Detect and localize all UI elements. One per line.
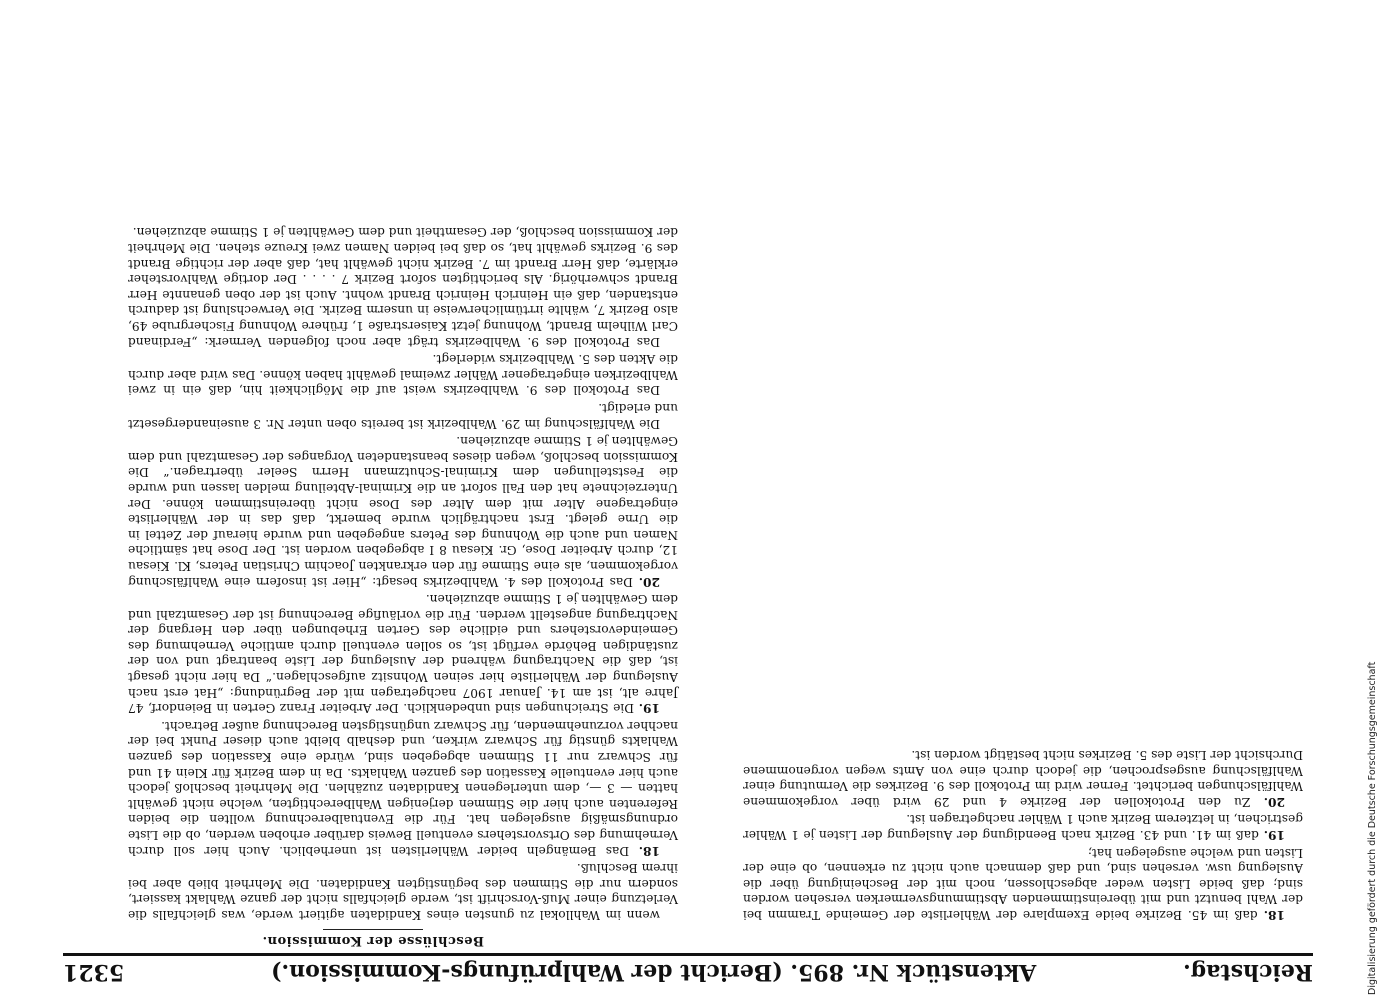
paragraph-number: 18. xyxy=(629,843,660,858)
page-number: 5321 xyxy=(63,959,125,985)
footer-text: Digitalisierung gefördert durch die Deutsche Forschungsgemeinschaft xyxy=(1367,661,1378,995)
paragraph-text: daß im 41. und 43. Bezirk nach Beendigung der Auslegung der Listen je 1 Wähler gestrichen, in letzterem Bezirk auch 1 Wähler nachgetragen ist. xyxy=(742,812,1303,843)
paragraph-text: Das Protokoll des 9. Wahlbezirks trägt aber noch folgenden Vermerk: „Ferdinand Carl Wilhelm Brandt, Wohnung jetzt Kaiserstraße 1, frühere Wohnung Fischergrube 49, also Bezirk 7, wählte irrtümlicherweise in unserm Bezirk. Die Verwechslung ist dadurch entstanden, daß ein Heinrich Heinrich Brandt wohnt. Auch ist der oben genannte Herr Brandt schwerhörig. Als berichtigten sofort Bezirk 7 . . . . Der dortige Wahlvorsteher erklärte, daß Herr Brandt im 7. Bezirk nicht gewählt hat, daß aber der richtige Brandt des 9. Bezirks gewählt hat, so daß bei beiden Namen zwei Kreuze stehen. Die Mehrheit der Kommission beschloß, der Gesamtheit und dem Gewählten je 1 Stimme abzuziehen. xyxy=(128,225,678,349)
paragraph-text: Das Bemängeln beider Wählerlisten ist unerheblich. Auch hier soll durch Vernehmung des Ortsvorstehers eventuell Beweis darüber erhoben werden, ob die Liste ordnungsmäßig ausgelegen hat. Für die Eventualberechnung wollten die beiden Referenten auch hier die Stimmen derjenigen Wahlberechtigten, welche nicht gewählt hatten — 3 —, dem unterlegenen Kandidaten zuzählen. Die Mehrheit beschloß jedoch auch hier eventuelle Kassation des ganzen Wahlakts. Da in dem Bezirk für Klein 41 und für Schwarz nur 11 Stimmen abgegeben sind, würde eine Kassation des ganzen Wahlakts günstig für Schwarz wirken, und deshalb bleibt auch dieser Punkt bei der nachher vorzunehmenden, für Schwarz ungünstigsten Berechnung außer Betracht. xyxy=(128,718,678,858)
page-header xyxy=(63,952,1313,992)
section-title: Beschlüsse der Kommission. xyxy=(262,933,484,948)
paragraph xyxy=(128,717,678,857)
right-text-column xyxy=(128,222,678,922)
paragraph-text: Das Protokoll des 4. Wahlbezirks besagt: „Hier ist insofern eine Wahlfälschung vorgekommen, als eine Stimme für den erkrankten Joachim Christian Peters, Kl. Kiesau 12, durch Arbeiter Dose, Gr. Kiesau 8 I abgegeben worden ist. Der Dose hat sämtliche Namen und auch die Wohnung des Peters angegeben und wurde hierauf der Zettel in die Urne gelegt. Erst nachträglich wurde bemerkt, daß das in der Wählerliste eingetragene Alter mit dem Alter des Dose nicht übereinstimmen könne. Der Unterzeichnete hat den Fall sofort an die Kriminal-Abteilung melden lassen und wurde die Feststellungen dem Kriminal-Schutzmann Herrn Seeler übertragen.“ Die Kommission beschloß, wegen dieses beanstandeten Vorganges der Gesamtzahl und dem Gewählten je 1 Stimme abzuziehen. xyxy=(128,434,678,589)
paragraph-number: 20. xyxy=(1250,794,1285,809)
paragraph-number: 19. xyxy=(1258,828,1285,843)
header-title: Aktenstück Nr. 895. xyxy=(790,959,1037,985)
paragraph xyxy=(743,746,1303,808)
paragraph xyxy=(128,399,678,430)
paragraph-text: Die Wahlfälschung im 29. Wahlbezirk ist bereits oben unter Nr. 3 auseinandergesetzt und erledigt. xyxy=(128,401,678,431)
header-left: Reichstag. xyxy=(1183,959,1313,985)
paragraph xyxy=(128,351,678,398)
paragraph xyxy=(743,811,1303,842)
header-subtitle: (Bericht der Wahlprüfungs-Kommission.) xyxy=(271,959,783,985)
header-center xyxy=(271,959,1036,985)
paragraph xyxy=(128,591,678,716)
footer-credit xyxy=(1365,0,1379,1000)
paragraph-text: Das Protokoll des 9. Wahlbezirks weist auf die Möglichkeit hin, daß ein in zwei Wahlbezirken eingetragener Wähler zweimal gewählt haben könne. Das wird aber durch die Akten des 5. Wahlbezirks widerlegt. xyxy=(128,352,678,398)
paragraph-number: 18. xyxy=(1257,908,1285,922)
paragraph-text: Die Streichungen sind unbedenklich. Der Arbeiter Franz Gerten in Beiendorf, 47 Jahre alt, ist am 14. Januar 1907 nachgetragen mit der Begründung: „Hat erst nach Auslegung der Wählerliste hier seinen Wohnsitz aufgeschlagen.“ Da hier nicht gesagt ist, daß die Nachtragung während der Auslegung der Liste beantragt und von der zuständigen Behörde verfügt ist, so sollen eventuell durch amtliche Vernehmung des Gemeindevorstehers und eidliche des Gerten Erhebungen über den Hergang der Nachtragung angestellt werden. Für die vorläufige Berechnung ist der Gesamtzahl und dem Gewählten je 1 Stimme abzuziehen. xyxy=(128,592,678,716)
paragraph-text: Zu den Protokollen der Bezirke 4 und 29 wird über vorgekommene Wahlfälschungen berichtet. Ferner wird im Protokoll des 9. Bezirkes die Vermutung einer Wahlfälschung ausgesprochen, die jedoch durch eine von Amts wegen vorgenommene Durchsicht der Liste des 5. Bezirkes nicht bestätigt worden ist. xyxy=(743,748,1303,809)
section-rule xyxy=(323,929,423,930)
paragraph-text: daß im 45. Bezirke beide Exemplare der Wählerliste der Gemeinde Trammn bei der Wahl benutzt und mit übereinstimmenden Abstimmungsvermerken versehen worden sind; daß beide Listen weder abgeschlossen, noch mit der Bescheinigung über die Auslegung usw. versehen sind, und daß demnach auch nicht zu erkennen, ob eine der Listen und welche ausgelegen hat; xyxy=(743,845,1303,922)
header-rule xyxy=(63,953,1313,956)
paragraph-number: 19. xyxy=(633,701,660,716)
paragraph xyxy=(128,224,678,349)
paragraph-number: 20. xyxy=(632,574,660,589)
paragraph xyxy=(743,844,1303,922)
paragraph xyxy=(128,860,678,922)
paragraph xyxy=(128,433,678,589)
left-text-column xyxy=(743,744,1303,922)
paragraph-text: wenn im Wahllokal zu gunsten eines Kandidaten agitiert werde, was gleichfalls die Verletzung einer Muß-Vorschrift ist, werde gleichfalls nicht der ganze Wahlakt kassiert, sondern nur die Stimmen des begünstigten Kandidaten. Die Mehrheit blieb aber bei ihrem Beschluß. xyxy=(128,861,678,922)
